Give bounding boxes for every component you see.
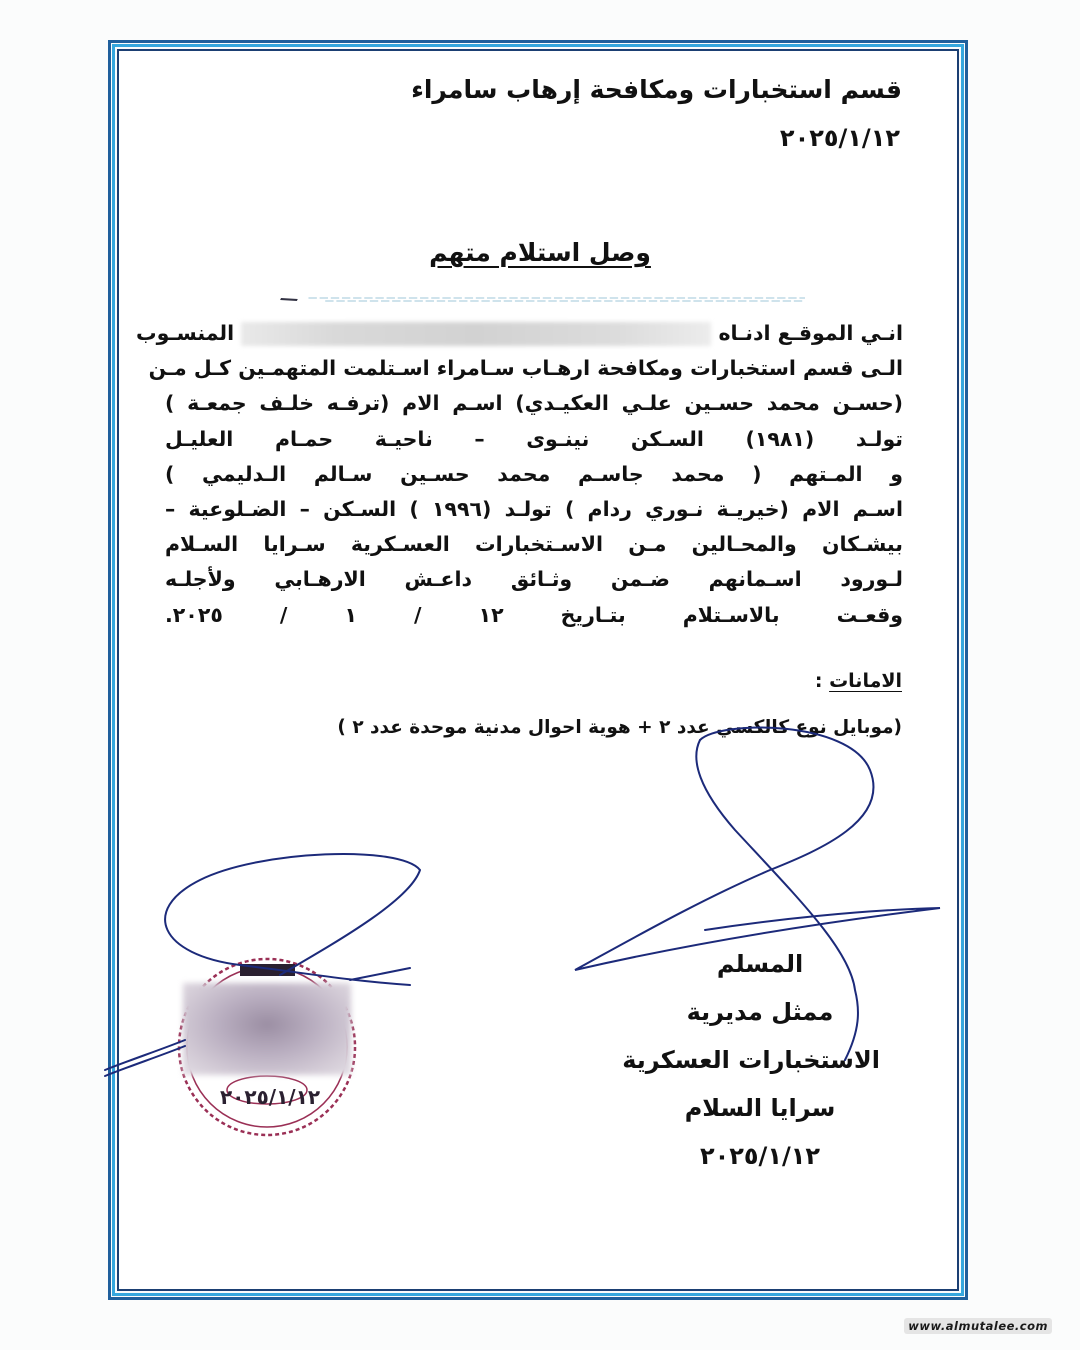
body-line-7: بيشـكان والمحـالين مـن الاسـتخبارات العسـكرية سـرايا السـلام: [165, 532, 903, 557]
body-line-1: انـي الموقـع ادنـاه المنسـوب: [136, 321, 903, 345]
body-line-3: (حسـن محمد حسـين علـي العكيـدي) اسـم الام (ترفـه خلـف جمعـة ): [165, 391, 903, 416]
decorative-separator: [275, 295, 805, 303]
body-line-8: لـورود اسـمانهم ضـمن وثـائق داعـش الارهـابي ولأجلـه: [165, 567, 903, 592]
sig-line-role: المسلم: [716, 950, 804, 978]
department-header: قسم استخبارات ومكافحة إرهاب سامراء: [411, 75, 902, 104]
body-line-2: الـى قسم استخبارات ومكافحة ارهـاب سـامراء اسـتلمت المتهمـين كـل مـن: [148, 356, 903, 381]
deliverer-signature-block: [622, 940, 880, 1180]
document-body: [136, 316, 904, 633]
redacted-stamp-center: [183, 983, 351, 1075]
sig-line-unit: سرايا السلام: [684, 1094, 836, 1122]
sig-line-directorate: الاستخبارات العسكرية: [622, 1046, 880, 1074]
body-line-9: وقعـت بالاسـتلام بتـاريخ ١٢ / ١ / ٢٠٢٥.: [165, 602, 904, 627]
body-line-6: اسـم الام (خيريـة نـوري ردام ) تولـد (١٩٩٦ ) السـكن – الضـلوعية –: [165, 497, 903, 522]
redacted-name: [241, 322, 711, 346]
sig-line-representative: ممثل مديرية: [686, 998, 834, 1026]
body-line-5: و المـتهم ( محمد جاسـم محمد حسـين سـالم الـدليمي ): [165, 461, 903, 486]
body-line-4: تولـد (١٩٨١) السـكن نينـوى – ناحيـة حمـام العليـل: [165, 426, 903, 451]
site-watermark: www.almutalee.com: [904, 1318, 1052, 1334]
header-date: ٢٠٢٥/١/١٢: [779, 124, 900, 152]
stamp-date: ٢٠٢٥/١/١٢: [219, 1085, 321, 1109]
deposits-label: الامانات :: [814, 670, 902, 692]
document-title-text: وصل استلام متهم: [429, 238, 651, 267]
document-title: [0, 238, 1080, 267]
sig-line-date: ٢٠٢٥/١/١٢: [699, 1142, 821, 1170]
deposits-items: (موبايل نوع كالكسي عدد ٢ + هوية احوال مدنية موحدة عدد ٢ ): [337, 717, 902, 738]
